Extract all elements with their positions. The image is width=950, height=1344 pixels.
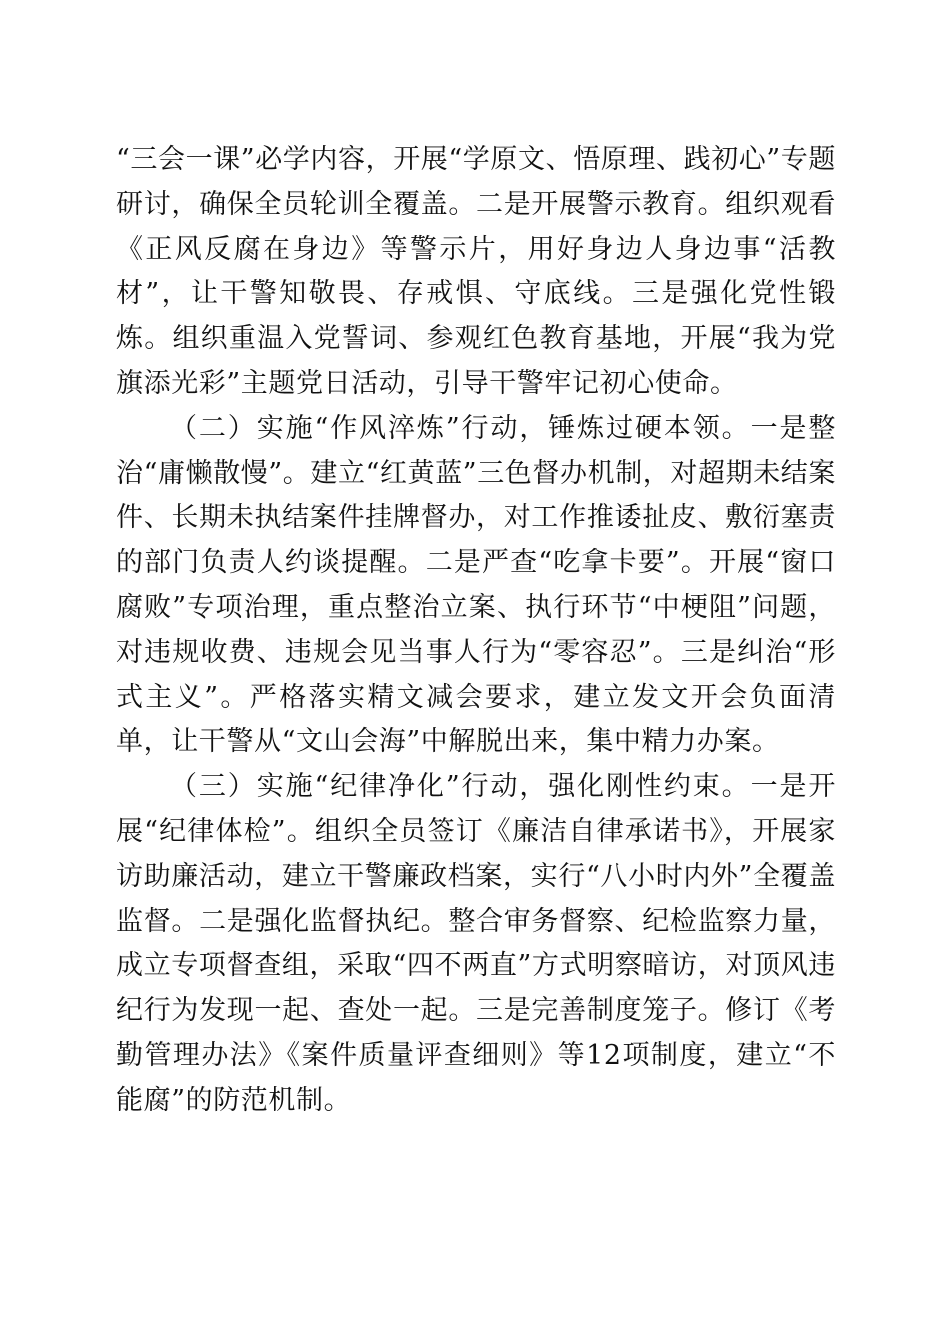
- paragraph-3: （三）实施“纪律净化”行动，强化刚性约束。一是开展“纪律体检”。组织全员签订《廉洁自律承诺书》，开展家访助廉活动，建立干警廉政档案，实行“八小时内外”全覆盖监督。二是强化监督执纪。整合审务督察、纪检监察力量，成立专项督查组，采取“四不两直”方式明察暗访，对顶风违纪行为发现一起、查处一起。三是完善制度笼子。修订《考勤管理办法》《案件质量评查细则》等12项制度，建立“不能腐”的防范机制。: [116, 771, 836, 1116]
- document-body: [116, 138, 836, 1124]
- paragraph-1: “三会一课”必学内容，开展“学原文、悟原理、践初心”专题研讨，确保全员轮训全覆盖。二是开展警示教育。组织观看《正风反腐在身边》等警示片，用好身边人身边事“活教材”，让干警知敬畏、存戒惧、守底线。三是强化党性锻炼。组织重温入党誓词、参观红色教育基地，开展“我为党旗添光彩”主题党日活动，引导干警牢记初心使命。: [116, 144, 837, 399]
- paragraph-2: （二）实施“作风淬炼”行动，锤炼过硬本领。一是整治“庸懒散慢”。建立“红黄蓝”三色督办机制，对超期未结案件、长期未执结案件挂牌督办，对工作推诿扯皮、敷衍塞责的部门负责人约谈提醒。二是严查“吃拿卡要”。开展“窗口腐败”专项治理，重点整治立案、执行环节“中梗阻”问题，对违规收费、违规会见当事人行为“零容忍”。三是纠治“形式主义”。严格落实精文减会要求，建立发文开会负面清单，让干警从“文山会海”中解脱出来，集中精力办案。: [116, 412, 837, 758]
